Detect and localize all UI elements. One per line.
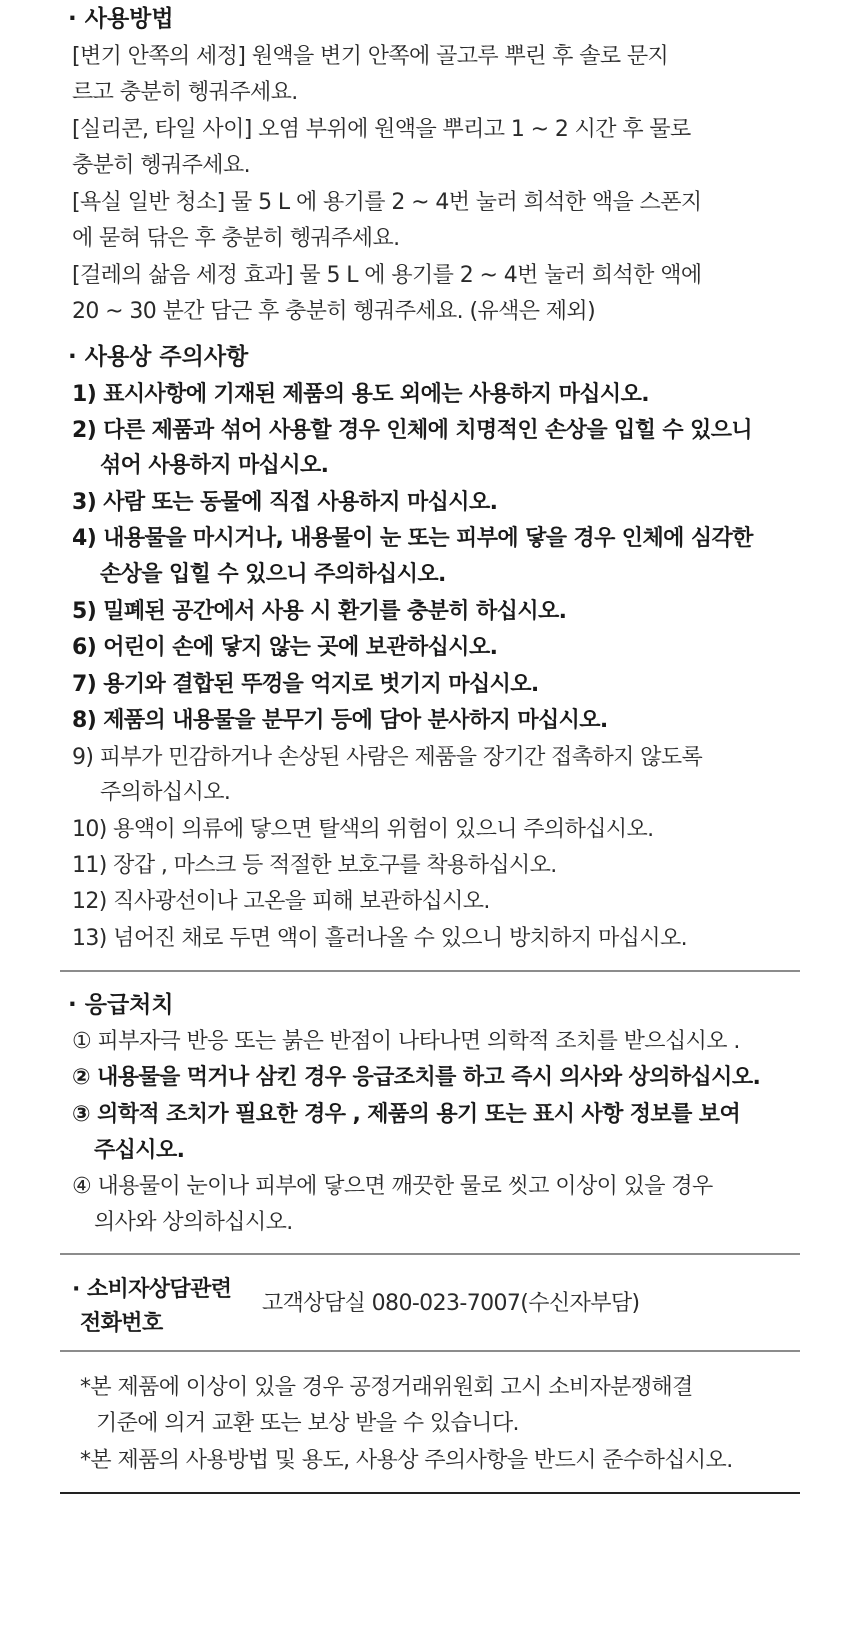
usage-line: 에 묻혀 닦은 후 충분히 헹궈주세요.: [72, 226, 400, 251]
contact-title-line2: 전화번호: [80, 1311, 163, 1336]
caution-item: 8) 제품의 내용물을 분무기 등에 담아 분사하지 마십시오.: [72, 708, 608, 733]
bottom-divider: [60, 1492, 800, 1494]
usage-line: 20 ~ 30 분간 담근 후 충분히 헹궈주세요. (유색은 제외): [72, 299, 596, 324]
first-aid-item: ③ 의학적 조치가 필요한 경우 , 제품의 용기 또는 표시 사항 정보를 보여: [72, 1102, 741, 1127]
caution-item: 11) 장갑 , 마스크 등 적절한 보호구를 착용하십시오.: [72, 853, 557, 878]
cautions-section-title: · 사용상 주의사항: [68, 344, 249, 370]
caution-item: 6) 어린이 손에 닿지 않는 곳에 보관하십시오.: [72, 635, 498, 660]
usage-line: [변기 안쪽의 세정] 원액을 변기 안쪽에 골고루 뿌린 후 솔로 문지: [72, 44, 669, 69]
first-aid-section-title: · 응급처치: [68, 992, 174, 1018]
first-aid-item-continued: 주십시오.: [94, 1138, 185, 1163]
caution-item: 4) 내용물을 마시거나, 내용물이 눈 또는 피부에 닿을 경우 인체에 심각한: [72, 526, 753, 551]
section-divider: [60, 1350, 800, 1352]
contact-title: · 소비자상담관련: [72, 1277, 232, 1302]
caution-item: 5) 밀폐된 공간에서 사용 시 환기를 충분히 하십시오.: [72, 599, 567, 624]
contact-phone: 고객상담실 080-023-7007(수신자부담): [262, 1291, 640, 1316]
section-divider: [60, 970, 800, 972]
footnote-continued: 기준에 의거 교환 또는 보상 받을 수 있습니다.: [96, 1411, 519, 1436]
caution-item: 12) 직사광선이나 고온을 피해 보관하십시오.: [72, 889, 490, 914]
section-divider: [60, 1253, 800, 1255]
footnote: *본 제품의 사용방법 및 용도, 사용상 주의사항을 반드시 준수하십시오.: [80, 1448, 733, 1473]
first-aid-item: ④ 내용물이 눈이나 피부에 닿으면 깨끗한 물로 씻고 이상이 있을 경우: [72, 1174, 713, 1199]
caution-item: 9) 피부가 민감하거나 손상된 사람은 제품을 장기간 접촉하지 않도록: [72, 745, 703, 770]
usage-line: 충분히 헹궈주세요.: [72, 153, 251, 178]
first-aid-item: ② 내용물을 먹거나 삼킨 경우 응급조치를 하고 즉시 의사와 상의하십시오.: [72, 1065, 761, 1090]
usage-line: [실리콘, 타일 사이] 오염 부위에 원액을 뿌리고 1 ~ 2 시간 후 물로: [72, 117, 691, 142]
usage-line: [걸레의 삶음 세정 효과] 물 5 L 에 용기를 2 ~ 4번 눌러 희석한 액에: [72, 263, 702, 288]
caution-item-continued: 주의하십시오.: [100, 780, 231, 805]
usage-line: 르고 충분히 헹궈주세요.: [72, 80, 298, 105]
caution-item-continued: 손상을 입힐 수 있으니 주의하십시오.: [100, 562, 446, 587]
footnote: *본 제품에 이상이 있을 경우 공정거래위원회 고시 소비자분쟁해결: [80, 1375, 693, 1400]
caution-item-continued: 섞어 사용하지 마십시오.: [100, 453, 329, 478]
caution-item: 3) 사람 또는 동물에 직접 사용하지 마십시오.: [72, 490, 498, 515]
first-aid-item-continued: 의사와 상의하십시오.: [94, 1210, 293, 1235]
usage-section-title: · 사용방법: [68, 6, 174, 32]
usage-line: [욕실 일반 청소] 물 5 L 에 용기를 2 ~ 4번 눌러 희석한 액을 스폰지: [72, 190, 702, 215]
caution-item: 10) 용액이 의류에 닿으면 탈색의 위험이 있으니 주의하십시오.: [72, 817, 654, 842]
caution-item: 7) 용기와 결합된 뚜껑을 억지로 벗기지 마십시오.: [72, 672, 539, 697]
caution-item: 13) 넘어진 채로 두면 액이 흘러나올 수 있으니 방치하지 마십시오.: [72, 926, 688, 951]
first-aid-item: ① 피부자극 반응 또는 붉은 반점이 나타나면 의학적 조치를 받으십시오 .: [72, 1029, 740, 1054]
caution-item: 1) 표시사항에 기재된 제품의 용도 외에는 사용하지 마십시오.: [72, 382, 649, 407]
caution-item: 2) 다른 제품과 섞어 사용할 경우 인체에 치명적인 손상을 입힐 수 있으니: [72, 418, 753, 443]
